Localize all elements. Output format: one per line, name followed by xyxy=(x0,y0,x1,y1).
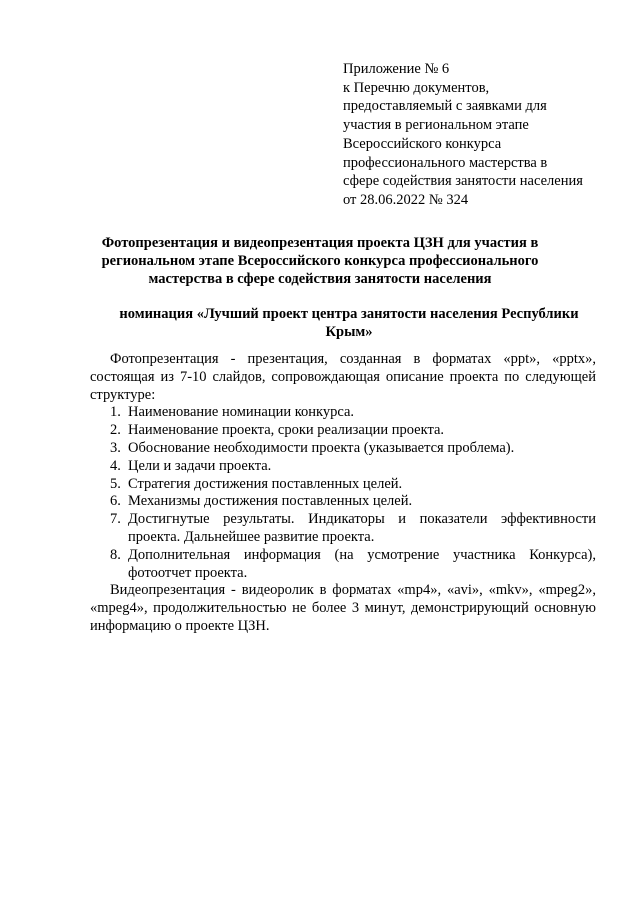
list-item-text: Цели и задачи проекта. xyxy=(128,457,272,474)
list-item-number: 4. xyxy=(110,457,121,474)
list-item xyxy=(90,440,596,458)
list-item-number: 3. xyxy=(110,439,121,456)
annex-line: Приложение № 6 xyxy=(343,61,450,77)
structure-list xyxy=(90,404,596,582)
list-item-text: Наименование номинации конкурса. xyxy=(128,404,355,421)
list-item-text: Механизмы достижения поставленных целей. xyxy=(128,493,413,510)
list-item-text: Достигнутые результаты. Индикаторы и показатели эффективности проекта. Дальнейшее развитие проекта. xyxy=(128,511,596,545)
list-item-number: 2. xyxy=(110,422,121,439)
document-title: Фотопрезентация и видеопрезентация проекта ЦЗН для участия в региональном этапе Всероссийского конкурса профессионального мастерства в сфере содействия занятости населения xyxy=(101,235,539,287)
list-item-number: 6. xyxy=(110,493,121,510)
list-item-number: 8. xyxy=(110,546,121,563)
list-item-text: Дополнительная информация (на усмотрение участника Конкурса), фотоотчет проекта. xyxy=(128,546,596,581)
list-item xyxy=(90,422,596,440)
annex-line: предоставляемый с заявками для xyxy=(343,98,547,115)
video-presentation-paragraph: Видеопрезентация - видеоролик в форматах «mp4», «avi», «mkv», «mpeg2», «mpeg4», продолжительностью не более 3 минут, демонстрирующий основную информацию о проекте ЦЗН. xyxy=(90,582,596,634)
annex-line: Всероссийского конкурса xyxy=(343,135,502,152)
list-item-number: 5. xyxy=(110,475,121,492)
annex-line: к Перечню документов, xyxy=(343,79,490,96)
annex-line: участия в региональном этапе xyxy=(343,117,529,134)
annex-line: от 28.06.2022 № 324 xyxy=(343,191,469,208)
list-item xyxy=(90,458,596,476)
document-body xyxy=(90,351,596,636)
list-item-text: Наименование проекта, сроки реализации проекта. xyxy=(128,422,445,439)
photo-presentation-paragraph: Фотопрезентация - презентация, созданная в форматах «ppt», «pptx», состоящая из 7-10 слайдов, сопровождающая описание проекта по следующей структуре: xyxy=(90,351,596,403)
list-item xyxy=(90,547,596,583)
nomination-heading: номинация «Лучший проект центра занятости населения Республики Крым» xyxy=(119,306,579,340)
annex-line: сфере содействия занятости населения xyxy=(343,173,583,190)
list-item xyxy=(90,404,596,422)
annex-line: профессионального мастерства в xyxy=(343,154,548,171)
list-item-number: 1. xyxy=(110,404,121,421)
list-item-text: Обоснование необходимости проекта (указывается проблема). xyxy=(128,439,515,456)
list-item-number: 7. xyxy=(110,511,121,528)
annex-block xyxy=(343,60,605,210)
list-item xyxy=(90,493,596,511)
list-item-text: Стратегия достижения поставленных целей. xyxy=(128,475,403,492)
list-item xyxy=(90,511,596,547)
list-item xyxy=(90,476,596,494)
